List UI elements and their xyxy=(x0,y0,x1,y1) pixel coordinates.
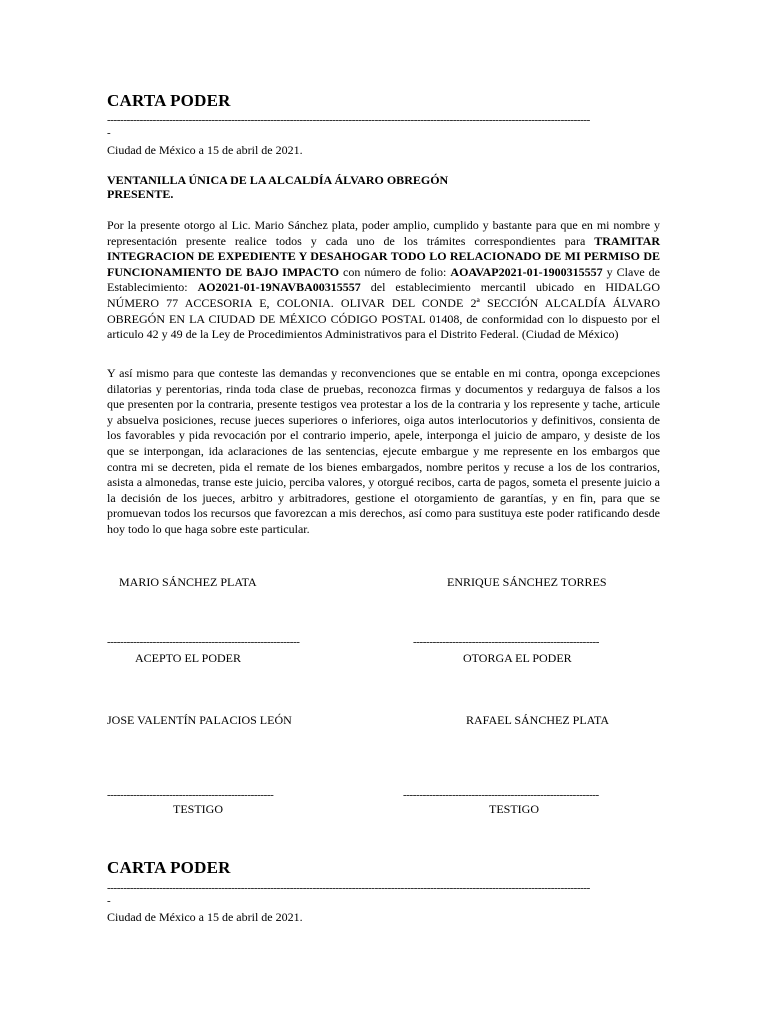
grantee-name: MARIO SÁNCHEZ PLATA xyxy=(119,575,257,589)
paragraph-grant-text-1: Por la presente otorgo al Lic. Mario Sánchez plata, poder amplio, cumplido y bastante para que en mi nombre y representación presente realice todos y cada uno de los trámites correspondientes para xyxy=(107,218,660,248)
signature-line-left: ----------------------------------------------------------- xyxy=(107,636,300,648)
witness-name-left: JOSE VALENTÍN PALACIOS LEÓN xyxy=(107,713,292,727)
place-date: Ciudad de México a 15 de abril de 2021. xyxy=(107,143,303,157)
folio-number: AOAVAP2021-01-1900315557 xyxy=(450,264,603,279)
role-accepts: ACEPTO EL PODER xyxy=(135,651,242,665)
paragraph-grant-text-2: con número de folio: xyxy=(339,264,451,279)
witness-name-right: RAFAEL SÁNCHEZ PLATA xyxy=(466,713,610,727)
paragraph-grant-text-3: y Clave de Establecimiento: xyxy=(107,264,660,295)
place-date-2: Ciudad de México a 15 de abril de 2021. xyxy=(107,910,303,924)
witness-role-right: TESTIGO xyxy=(489,802,539,816)
separator-rule-2: ---------------------------------------------------------------------------------------------------------------------------------------------------- xyxy=(107,882,590,894)
paragraph-grant xyxy=(107,218,660,343)
witness-line-left: --------------------------------------------------- xyxy=(107,789,274,801)
signature-line-right: --------------------------------------------------------- xyxy=(413,636,599,648)
document-title-2: CARTA PODER xyxy=(107,858,231,877)
separator-rule: ---------------------------------------------------------------------------------------------------------------------------------------------------- xyxy=(107,114,590,126)
paragraph-grant-bold-1: TRAMITAR INTEGRACION DE EXPEDIENTE Y DESAHOGAR TODO LO RELACIONADO DE MI PERMISO DE FUNCIONAMIENTO DE BAJO IMPACTO xyxy=(107,233,660,279)
grantor-name: ENRIQUE SÁNCHEZ TORRES xyxy=(447,575,607,589)
role-grants: OTORGA EL PODER xyxy=(463,651,572,665)
separator-rule-tail-2: - xyxy=(107,895,111,907)
separator-rule-tail: - xyxy=(107,127,111,139)
document-title: CARTA PODER xyxy=(107,91,231,110)
addressee-line-1: VENTANILLA ÚNICA DE LA ALCALDÍA ÁLVARO OBREGÓN xyxy=(107,173,449,187)
paragraph-grant-text-4: del establecimiento mercantil ubicado en HIDALGO NÚMERO 77 ACCESORIA E, COLONIA. OLIVAR DEL CONDE 2ª SECCIÓN ALCALDÍA ÁLVARO OBREGÓN EN LA CIUDAD DE MÉXICO CÓDIGO POSTAL 01408, de conformidad con lo dispuesto por el articulo 42 y 49 de la Ley de Procedimientos Administrativos para el Distrito Federal. (Ciudad de México) xyxy=(107,280,660,342)
establishment-key: AO2021-01-19NAVBA00315557 xyxy=(197,280,361,295)
witness-line-right: ------------------------------------------------------------ xyxy=(403,789,599,801)
witness-role-left: TESTIGO xyxy=(173,802,223,816)
addressee-line-2: PRESENTE. xyxy=(107,187,174,201)
paragraph-powers: Y así mismo para que conteste las demandas y reconvenciones que se entable en mi contra, oponga excepciones dilatorias y perentorias, rinda toda clase de pruebas, reconozca firmas y documentos y redarguya de falsos a los que presenten por la contraria, presente testigos vea protestar a los de la contraria y los represente y tache, articule y absuelva posiciones, recuse jueces superiores o inferiores, oiga autos interlocutorios y definitivos, consienta de los favorables y pida revocación por el contrario imperio, apele, interponga el juicio de amparo, y desiste de los que se interpongan, ida aclaraciones de las sentencias, ejecute embargue y me represente en los embargos que contra mi se decreten, pida el remate de los bienes embargados, nombre peritos y recuse a los de los contrarios, asista a almonedas, transe este juicio, perciba valores, y otorgué recibos, carta de pagos, someta el presente juicio a la decisión de los jueces, arbitro y arbitradores, gestione el otorgamiento de garantías, y en fin, para que se promuevan todos los recursos que favorezcan a mis derechos, así como para sustituya este poder ratificando desde hoy todo lo que haga sobre este particular. xyxy=(107,366,660,536)
